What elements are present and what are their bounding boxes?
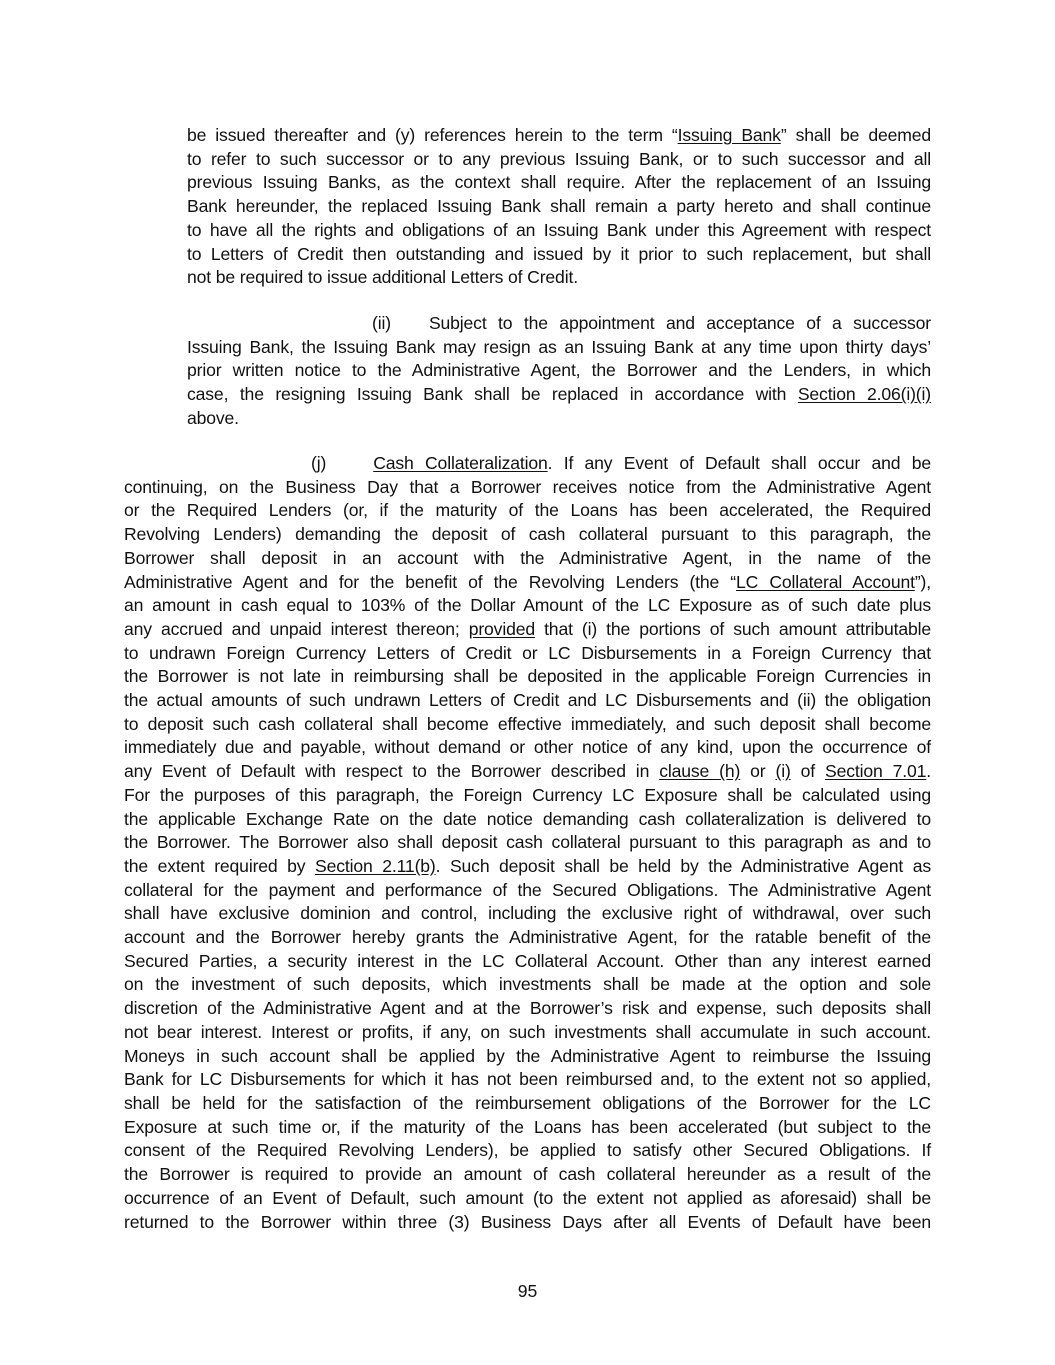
text-line: Exposure at such time or, if the maturity of the Loans has been accelerated (but subject to the	[124, 1116, 931, 1137]
text-line: the Borrower is not late in reimbursing shall be deposited in the applicable Foreign Currencies in	[124, 666, 931, 687]
page-number: 95	[517, 1281, 538, 1301]
text-segment: or	[740, 761, 776, 782]
text-line: shall have exclusive dominion and control, including the exclusive right of withdrawal, over such	[124, 903, 931, 924]
text-line: For the purposes of this paragraph, the Foreign Currency LC Exposure shall be calculated using	[124, 784, 931, 805]
proviso-term: provided	[468, 618, 535, 639]
text-line: the Borrower. The Borrower also shall deposit cash collateral pursuant to this paragraph as and to	[124, 832, 931, 853]
section-heading: Cash Collateralization	[373, 453, 548, 473]
text-line	[187, 383, 931, 407]
text-line: collateral for the payment and performance of the Secured Obligations. The Administrative Agent	[124, 879, 931, 900]
paragraph-issuing-bank-continuation	[187, 124, 931, 290]
text-line: Bank for LC Disbursements for which it has not been reimbursed and, to the extent not so applied,	[124, 1069, 931, 1090]
text-line: an amount in cash equal to 103% of the Dollar Amount of the LC Exposure as of such date plus	[124, 595, 931, 616]
text-segment: case, the resigning Issuing Bank shall be replaced in accordance with	[187, 384, 798, 405]
text-line	[124, 760, 931, 784]
text-line: continuing, on the Business Day that a Borrower receives notice from the Administrative Agent	[124, 476, 931, 497]
text-line: the applicable Exchange Rate on the date notice demanding cash collateralization is delivered to	[124, 808, 931, 829]
text-line: Secured Parties, a security interest in the LC Collateral Account. Other than any interest earned	[124, 950, 931, 971]
text-line: to Letters of Credit then outstanding and issued by it prior to such replacement, but shall	[187, 243, 931, 264]
text-line: to undrawn Foreign Currency Letters of Credit or LC Disbursements in a Foreign Currency that	[124, 642, 931, 663]
text-line: returned to the Borrower within three (3) Business Days after all Events of Default have been	[124, 1211, 931, 1232]
paragraph-ii	[187, 312, 931, 431]
text-line: shall be held for the satisfaction of the reimbursement obligations of the Borrower for the LC	[124, 1092, 931, 1113]
text-segment: . Such deposit shall be held by the Administrative Agent as	[435, 855, 931, 876]
text-segment: any Event of Default with respect to the Borrower described in	[124, 761, 660, 782]
text-line: on the investment of such deposits, which investments shall be made at the option and sole	[124, 974, 931, 995]
clause-reference-link[interactable]: clause (h)	[659, 761, 741, 782]
text-segment: that (i) the portions of such amount attributable	[534, 618, 931, 639]
section-reference-link[interactable]: Section 2.11(b)	[315, 855, 436, 876]
text-line: occurrence of an Event of Default, such amount (to the extent not applied as aforesaid) shall be	[124, 1187, 931, 1208]
text-line: prior written notice to the Administrative Agent, the Borrower and the Lenders, in which	[187, 360, 931, 381]
text-line	[124, 571, 931, 595]
text-segment: Subject to the appointment and acceptance of a successor	[428, 313, 931, 333]
text-line: to refer to such successor or to any previous Issuing Bank, or to such successor and all	[187, 148, 931, 169]
text-line: consent of the Required Revolving Lenders), be applied to satisfy other Secured Obligations. If	[124, 1140, 931, 1161]
clause-reference-link[interactable]: (i)	[775, 761, 791, 782]
text-line: account and the Borrower hereby grants the Administrative Agent, for the ratable benefit of the	[124, 927, 931, 948]
text-line: to deposit such cash collateral shall become effective immediately, and such deposit shall become	[124, 713, 931, 734]
text-segment: of	[790, 761, 825, 782]
text-line	[187, 124, 931, 148]
text-line	[187, 312, 931, 336]
text-segment: ” shall be deemed	[780, 125, 932, 145]
paragraph-number: (j)	[311, 453, 327, 473]
text-segment: .	[926, 761, 932, 782]
text-line: Bank hereunder, the replaced Issuing Bank shall remain a party hereto and shall continue	[187, 196, 931, 217]
defined-term-lc-collateral-account: LC Collateral Account	[736, 571, 915, 592]
text-segment: be issued thereafter and (y) references herein to the term “	[187, 125, 678, 145]
text-line: the Borrower is required to provide an amount of cash collateral hereunder as a result of the	[124, 1164, 931, 1185]
text-segment: the extent required by	[124, 855, 316, 876]
text-line: the actual amounts of such undrawn Letters of Credit and LC Disbursements and (ii) the obligation	[124, 690, 931, 711]
text-segment: ”),	[914, 571, 931, 592]
text-line: Issuing Bank, the Issuing Bank may resign as an Issuing Bank at any time upon thirty days’	[187, 336, 931, 357]
text-line: to have all the rights and obligations of an Issuing Bank under this Agreement with respect	[187, 219, 931, 240]
text-line: Borrower shall deposit in an account with the Administrative Agent, in the name of the	[124, 547, 931, 568]
text-line: discretion of the Administrative Agent and at the Borrower’s risk and expense, such deposits shall	[124, 998, 931, 1019]
text-line: immediately due and payable, without demand or other notice of any kind, upon the occurrence of	[124, 737, 931, 758]
text-line: Moneys in such account shall be applied by the Administrative Agent to reimburse the Issuing	[124, 1045, 931, 1066]
text-line: previous Issuing Banks, as the context shall require. After the replacement of an Issuing	[187, 172, 931, 193]
section-reference-link[interactable]: Section 7.01	[825, 761, 927, 782]
text-segment: . If any Event of Default shall occur and be	[547, 453, 931, 473]
text-line: not be required to issue additional Letters of Credit.	[187, 267, 578, 288]
text-line	[124, 618, 931, 642]
text-segment: Administrative Agent and for the benefit of the Revolving Lenders (the “	[124, 571, 737, 592]
defined-term-issuing-bank: Issuing Bank	[677, 125, 781, 145]
text-line: Revolving Lenders) demanding the deposit of cash collateral pursuant to this paragraph, the	[124, 524, 931, 545]
text-line	[124, 452, 931, 476]
paragraph-number: (ii)	[372, 313, 391, 333]
text-line: or the Required Lenders (or, if the maturity of the Loans has been accelerated, the Required	[124, 500, 931, 521]
section-reference-link[interactable]: Section 2.06(i)(i)	[797, 384, 931, 405]
text-line: not bear interest. Interest or profits, if any, on such investments shall accumulate in such account.	[124, 1021, 931, 1042]
text-line: above.	[187, 407, 239, 428]
paragraph-j-cash-collateralization	[124, 452, 931, 1234]
text-line	[124, 855, 931, 879]
text-segment: any accrued and unpaid interest thereon;	[124, 618, 469, 639]
